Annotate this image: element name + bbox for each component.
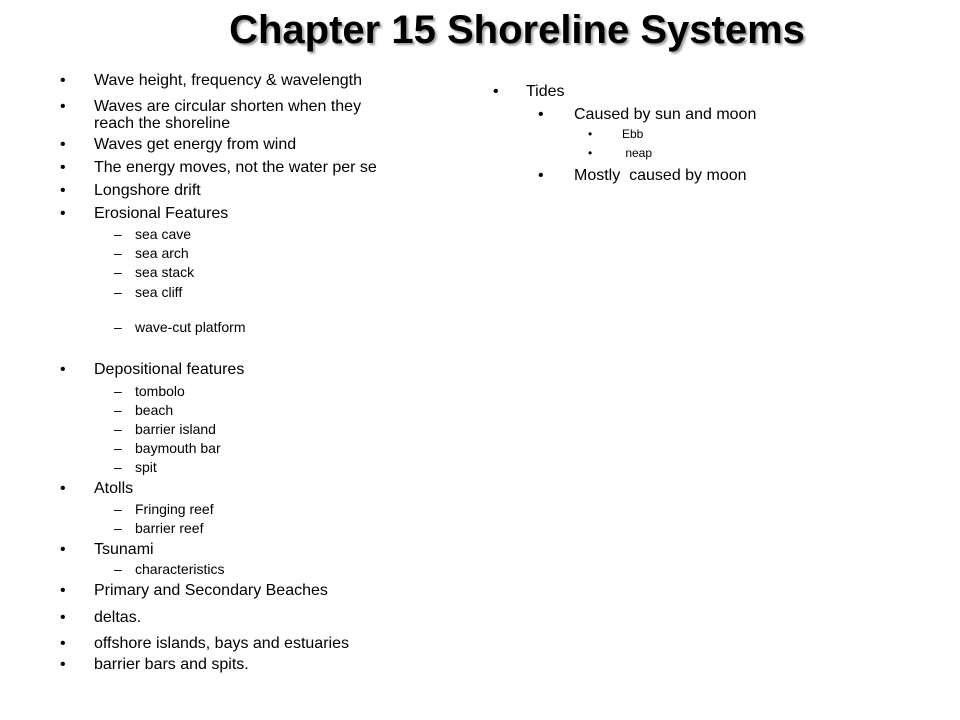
bullet-icon: • [60,480,66,497]
slide-title: Chapter 15 Shoreline Systems [229,8,805,52]
bullet-icon: • [60,656,66,673]
dash-icon: – [114,421,122,437]
dash-icon: – [114,459,122,475]
dash-icon: – [114,383,122,399]
bullet-icon: • [60,582,66,599]
bullet-icon: • [493,83,499,100]
bullet-icon: • [60,205,66,222]
dash-icon: – [114,264,122,280]
dash-icon: – [114,402,122,418]
bullet-icon: • [60,72,66,89]
dash-icon: – [114,501,122,517]
dash-icon: – [114,561,122,577]
dash-icon: – [114,520,122,536]
bullet-icon: • [538,106,544,123]
bullet-icon: • [588,146,593,160]
dash-icon: – [114,226,122,242]
bullet-icon: • [60,609,66,626]
bullet-icon: • [60,98,66,115]
bullet-icon: • [588,127,593,141]
bullet-icon: • [538,167,544,184]
bullet-icon: • [60,182,66,199]
dash-icon: – [114,284,122,300]
bullet-icon: • [60,635,66,652]
dash-icon: – [114,440,122,456]
dash-icon: – [114,319,122,335]
bullet-icon: • [60,541,66,558]
dash-icon: – [114,245,122,261]
bullet-icon: • [60,159,66,176]
bullet-icon: • [60,136,66,153]
bullet-icon: • [60,361,66,378]
